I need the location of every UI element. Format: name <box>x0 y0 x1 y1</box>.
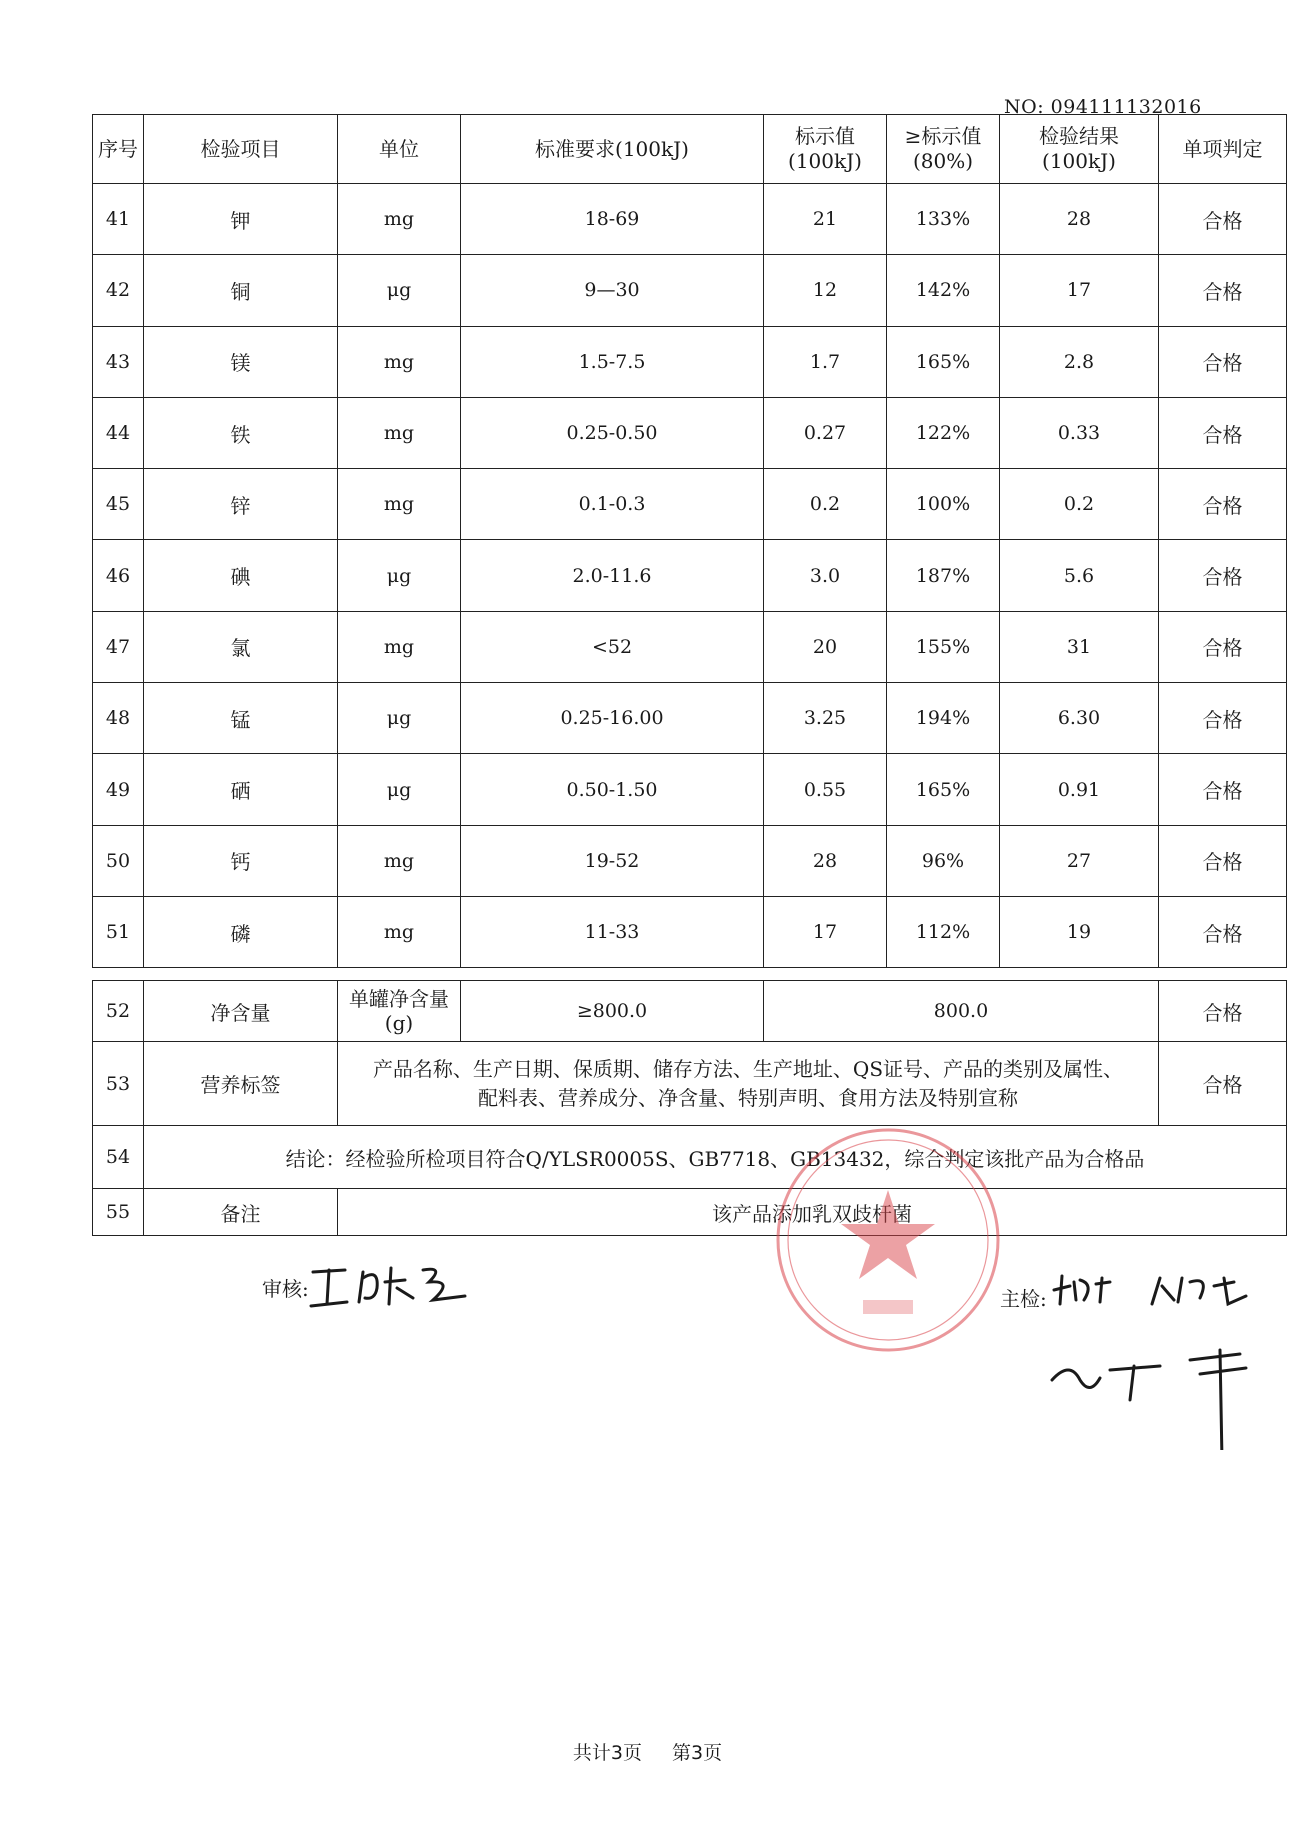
remark-row <box>93 1189 1287 1236</box>
cell-item: 碘 <box>144 540 338 611</box>
cell-label-value: 21 <box>764 184 887 255</box>
cell-ge-label: 187% <box>887 540 1000 611</box>
cell-judgment: 合格 <box>1159 825 1287 896</box>
cell-item: 锌 <box>144 469 338 540</box>
nutrition-label-seq: 53 <box>93 1042 144 1126</box>
cell-standard: 0.50-1.50 <box>461 754 764 825</box>
header-ge-label: ≥标示值 (80%) <box>887 115 1000 184</box>
cell-standard: 1.5-7.5 <box>461 326 764 397</box>
table-row <box>93 896 1287 967</box>
table-row <box>93 540 1287 611</box>
reviewer-signature <box>305 1258 475 1318</box>
cell-item: 铜 <box>144 255 338 326</box>
cell-result: 27 <box>1000 825 1159 896</box>
cell-ge-label: 142% <box>887 255 1000 326</box>
cell-result: 5.6 <box>1000 540 1159 611</box>
table-row <box>93 754 1287 825</box>
net-content-result: 800.0 <box>764 981 1159 1042</box>
seal-bottom-mark <box>863 1300 913 1314</box>
cell-item: 钙 <box>144 825 338 896</box>
table-row <box>93 326 1287 397</box>
net-content-judgment: 合格 <box>1159 981 1287 1042</box>
cell-seq: 47 <box>93 611 144 682</box>
page-footer <box>0 1738 1295 1765</box>
cell-result: 6.30 <box>1000 683 1159 754</box>
cell-unit: μg <box>338 683 461 754</box>
cell-unit: mg <box>338 184 461 255</box>
table-row <box>93 397 1287 468</box>
cell-ge-label: 122% <box>887 397 1000 468</box>
cell-item: 铁 <box>144 397 338 468</box>
table-header-row <box>93 115 1287 184</box>
cell-judgment: 合格 <box>1159 255 1287 326</box>
cell-standard: 11-33 <box>461 896 764 967</box>
cell-result: 28 <box>1000 184 1159 255</box>
cell-standard: 0.1-0.3 <box>461 469 764 540</box>
table-row <box>93 255 1287 326</box>
cell-label-value: 0.27 <box>764 397 887 468</box>
net-content-item: 净含量 <box>144 981 338 1042</box>
header-seq: 序号 <box>93 115 144 184</box>
cell-ge-label: 133% <box>887 184 1000 255</box>
conclusion-row <box>93 1126 1287 1189</box>
cell-unit: μg <box>338 540 461 611</box>
header-result: 检验结果 (100kJ) <box>1000 115 1159 184</box>
header-item: 检验项目 <box>144 115 338 184</box>
cell-judgment: 合格 <box>1159 611 1287 682</box>
cell-label-value: 3.0 <box>764 540 887 611</box>
table-row <box>93 469 1287 540</box>
cell-standard: 0.25-0.50 <box>461 397 764 468</box>
nutrition-label-content: 产品名称、生产日期、保质期、储存方法、生产地址、QS证号、产品的类别及属性、 配料表、营养成分、净含量、特别声明、食用方法及特别宣称 <box>338 1042 1159 1126</box>
cell-result: 31 <box>1000 611 1159 682</box>
cell-item: 硒 <box>144 754 338 825</box>
cell-judgment: 合格 <box>1159 469 1287 540</box>
cell-label-value: 1.7 <box>764 326 887 397</box>
cell-ge-label: 96% <box>887 825 1000 896</box>
cell-standard: 9—30 <box>461 255 764 326</box>
inspector-signatures <box>1050 1270 1290 1450</box>
inspector-label: 主检: <box>1000 1287 1047 1311</box>
net-content-standard: ≥800.0 <box>461 981 764 1042</box>
cell-result: 19 <box>1000 896 1159 967</box>
cell-judgment: 合格 <box>1159 326 1287 397</box>
remark-seq: 55 <box>93 1189 144 1236</box>
cell-result: 0.2 <box>1000 469 1159 540</box>
header-standard: 标准要求(100kJ) <box>461 115 764 184</box>
cell-judgment: 合格 <box>1159 184 1287 255</box>
cell-seq: 41 <box>93 184 144 255</box>
cell-seq: 43 <box>93 326 144 397</box>
cell-label-value: 0.55 <box>764 754 887 825</box>
cell-standard: 0.25-16.00 <box>461 683 764 754</box>
cell-unit: mg <box>338 825 461 896</box>
nutrition-label-row <box>93 1042 1287 1126</box>
cell-judgment: 合格 <box>1159 397 1287 468</box>
cell-standard: 18-69 <box>461 184 764 255</box>
cell-ge-label: 155% <box>887 611 1000 682</box>
cell-standard: 19-52 <box>461 825 764 896</box>
table-separator <box>93 968 1287 981</box>
cell-unit: μg <box>338 255 461 326</box>
conclusion-seq: 54 <box>93 1126 144 1189</box>
nutrition-label-item: 营养标签 <box>144 1042 338 1126</box>
reviewer-label: 审核: <box>262 1277 309 1301</box>
nutrition-label-judgment: 合格 <box>1159 1042 1287 1126</box>
cell-seq: 50 <box>93 825 144 896</box>
cell-standard: <52 <box>461 611 764 682</box>
cell-seq: 48 <box>93 683 144 754</box>
cell-seq: 44 <box>93 397 144 468</box>
table-row <box>93 184 1287 255</box>
table-row <box>93 825 1287 896</box>
cell-ge-label: 100% <box>887 469 1000 540</box>
conclusion-text: 结论：经检验所检项目符合Q/YLSR0005S、GB7718、GB13432，综合判定该批产品为合格品 <box>144 1126 1287 1189</box>
cell-judgment: 合格 <box>1159 896 1287 967</box>
net-content-row <box>93 981 1287 1042</box>
cell-unit: mg <box>338 469 461 540</box>
cell-label-value: 28 <box>764 825 887 896</box>
remark-text: 该产品添加乳双歧杆菌 <box>338 1189 1287 1236</box>
cell-unit: mg <box>338 896 461 967</box>
net-content-seq: 52 <box>93 981 144 1042</box>
net-content-unit: 单罐净含量 (g) <box>338 981 461 1042</box>
header-unit: 单位 <box>338 115 461 184</box>
cell-standard: 2.0-11.6 <box>461 540 764 611</box>
cell-seq: 45 <box>93 469 144 540</box>
cell-item: 磷 <box>144 896 338 967</box>
cell-result: 0.91 <box>1000 754 1159 825</box>
cell-label-value: 12 <box>764 255 887 326</box>
cell-ge-label: 112% <box>887 896 1000 967</box>
cell-unit: mg <box>338 611 461 682</box>
header-judgment: 单项判定 <box>1159 115 1287 184</box>
cell-label-value: 17 <box>764 896 887 967</box>
cell-label-value: 3.25 <box>764 683 887 754</box>
company-seal <box>768 1120 1008 1360</box>
cell-label-value: 20 <box>764 611 887 682</box>
cell-seq: 46 <box>93 540 144 611</box>
cell-item: 氯 <box>144 611 338 682</box>
cell-ge-label: 165% <box>887 754 1000 825</box>
table-row <box>93 611 1287 682</box>
cell-judgment: 合格 <box>1159 540 1287 611</box>
cell-result: 2.8 <box>1000 326 1159 397</box>
cell-ge-label: 165% <box>887 326 1000 397</box>
cell-seq: 49 <box>93 754 144 825</box>
cell-result: 17 <box>1000 255 1159 326</box>
remark-item: 备注 <box>144 1189 338 1236</box>
report-number: NO: 094111132016 <box>1004 96 1202 118</box>
cell-judgment: 合格 <box>1159 683 1287 754</box>
cell-ge-label: 194% <box>887 683 1000 754</box>
cell-unit: mg <box>338 326 461 397</box>
seal-star-icon <box>841 1190 935 1279</box>
table-row <box>93 683 1287 754</box>
cell-seq: 51 <box>93 896 144 967</box>
cell-label-value: 0.2 <box>764 469 887 540</box>
cell-result: 0.33 <box>1000 397 1159 468</box>
cell-item: 锰 <box>144 683 338 754</box>
cell-unit: μg <box>338 754 461 825</box>
footer-total-pages: 共计3页 <box>572 1742 642 1764</box>
inspection-table <box>92 114 1287 1236</box>
footer-page-number: 第3页 <box>672 1742 723 1764</box>
cell-judgment: 合格 <box>1159 754 1287 825</box>
cell-item: 镁 <box>144 326 338 397</box>
header-label-value: 标示值 (100kJ) <box>764 115 887 184</box>
cell-unit: mg <box>338 397 461 468</box>
cell-seq: 42 <box>93 255 144 326</box>
cell-item: 钾 <box>144 184 338 255</box>
